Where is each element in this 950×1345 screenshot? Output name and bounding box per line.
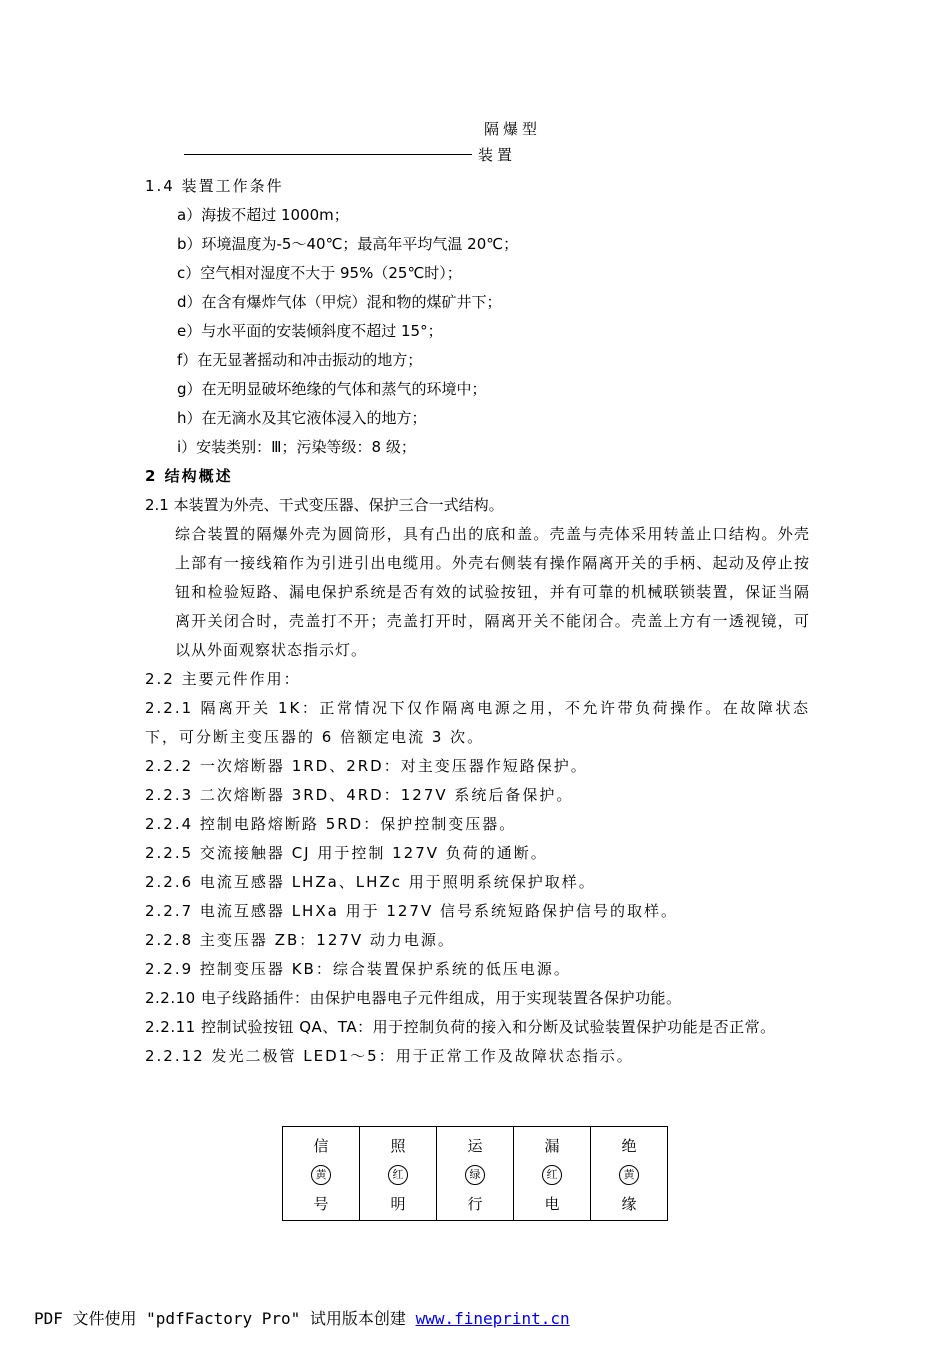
component-item: 2.2.10 电子线路插件：由保护电器电子元件组成，用于实现装置各保护功能。 (145, 989, 682, 1007)
led-indicator-icon: 黄 (619, 1165, 639, 1185)
section-2-title: 2 结构概述 (145, 467, 233, 485)
footer-link[interactable]: www.fineprint.cn (415, 1309, 570, 1328)
led-cell-lighting (360, 1127, 437, 1221)
document-body (145, 172, 810, 1071)
led-label-top: 信 (313, 1137, 329, 1155)
component-item: 2.2.2 一次熔断器 1RD、2RD：对主变压器作短路保护。 (145, 757, 588, 775)
component-item: 2.2.6 电流互感器 LHZa、LHZc 用于照明系统保护取样。 (145, 873, 596, 891)
footer-text: PDF 文件使用 "pdfFactory Pro" 试用版本创建 (34, 1309, 416, 1328)
led-indicator-table (282, 1126, 668, 1221)
led-label-top: 漏 (544, 1137, 560, 1155)
condition-item: c）空气相对湿度不大于 95%（25℃时）； (177, 264, 462, 282)
condition-item: b）环境温度为-5～40℃；最高年平均气温 20℃； (177, 235, 519, 253)
section-1-4-title: 1.4 装置工作条件 (145, 177, 284, 195)
component-item: 2.2.11 控制试验按钮 QA、TA：用于控制负荷的接入和分断及试验装置保护功能是否正常。 (145, 1018, 776, 1036)
header-rule (184, 154, 472, 155)
led-label-bottom: 号 (313, 1195, 329, 1213)
header-title-bottom: 装置 (478, 146, 517, 164)
led-indicator-icon: 红 (542, 1165, 562, 1185)
pdf-footer (34, 1306, 570, 1329)
header-title-top: 隔爆型 (484, 120, 542, 138)
led-indicator-icon: 红 (388, 1165, 408, 1185)
section-2-1-text: 2.1 本装置为外壳、干式变压器、保护三合一式结构。 (145, 496, 504, 514)
led-indicator-icon: 绿 (465, 1165, 485, 1185)
component-item: 2.2.12 发光二极管 LED1～5：用于正常工作及故障状态指示。 (145, 1047, 634, 1065)
condition-item: d）在含有爆炸气体（甲烷）混和物的煤矿井下； (177, 293, 502, 311)
led-label-bottom: 缘 (621, 1195, 637, 1213)
component-item: 2.2.7 电流互感器 LHXa 用于 127V 信号系统短路保护信号的取样。 (145, 902, 679, 920)
condition-item: i）安装类别：Ⅲ；污染等级：8 级； (177, 438, 416, 456)
component-item: 2.2.1 隔离开关 1K：正常情况下仅作隔离电源之用，不允许带负荷操作。在故障状态下，可分断主变压器的 6 倍额定电流 3 次。 (145, 699, 810, 746)
condition-item: a）海拔不超过 1000m； (177, 206, 349, 224)
led-label-top: 照 (390, 1137, 406, 1155)
led-cell-running (437, 1127, 514, 1221)
condition-item: f）在无显著摇动和冲击振动的地方； (177, 351, 423, 369)
component-item: 2.2.9 控制变压器 KB：综合装置保护系统的低压电源。 (145, 960, 571, 978)
component-item: 2.2.3 二次熔断器 3RD、4RD：127V 系统后备保护。 (145, 786, 574, 804)
condition-item: g）在无明显破坏绝缘的气体和蒸气的环境中； (177, 380, 487, 398)
led-label-top: 运 (467, 1137, 483, 1155)
led-cell-leakage (514, 1127, 591, 1221)
led-label-bottom: 电 (544, 1195, 560, 1213)
led-label-bottom: 行 (467, 1195, 483, 1213)
component-item: 2.2.4 控制电路熔断路 5RD：保护控制变压器。 (145, 815, 517, 833)
led-cell-insulation (591, 1127, 668, 1221)
structure-paragraph: 综合装置的隔爆外壳为圆筒形，具有凸出的底和盖。壳盖与壳体采用转盖止口结构。外壳上部有一接线箱作为引进引出电缆用。外壳右侧装有操作隔离开关的手柄、起动及停止按钮和检验短路、漏电保护系统是否有效的试验按钮，并有可靠的机械联锁装置，保证当隔离开关闭合时，壳盖打不开；壳盖打开时，隔离开关不能闭合。壳盖上方有一透视镜，可以从外面观察状态指示灯。 (175, 525, 810, 659)
led-indicator-icon: 黄 (311, 1165, 331, 1185)
led-cell-signal (283, 1127, 360, 1221)
led-label-top: 绝 (621, 1137, 637, 1155)
condition-item: e）与水平面的安装倾斜度不超过 15°； (177, 322, 443, 340)
component-item: 2.2.5 交流接触器 CJ 用于控制 127V 负荷的通断。 (145, 844, 548, 862)
condition-item: h）在无滴水及其它液体浸入的地方； (177, 409, 427, 427)
led-label-bottom: 明 (390, 1195, 406, 1213)
section-2-2-title: 2.2 主要元件作用： (145, 670, 301, 688)
component-item: 2.2.8 主变压器 ZB：127V 动力电源。 (145, 931, 455, 949)
